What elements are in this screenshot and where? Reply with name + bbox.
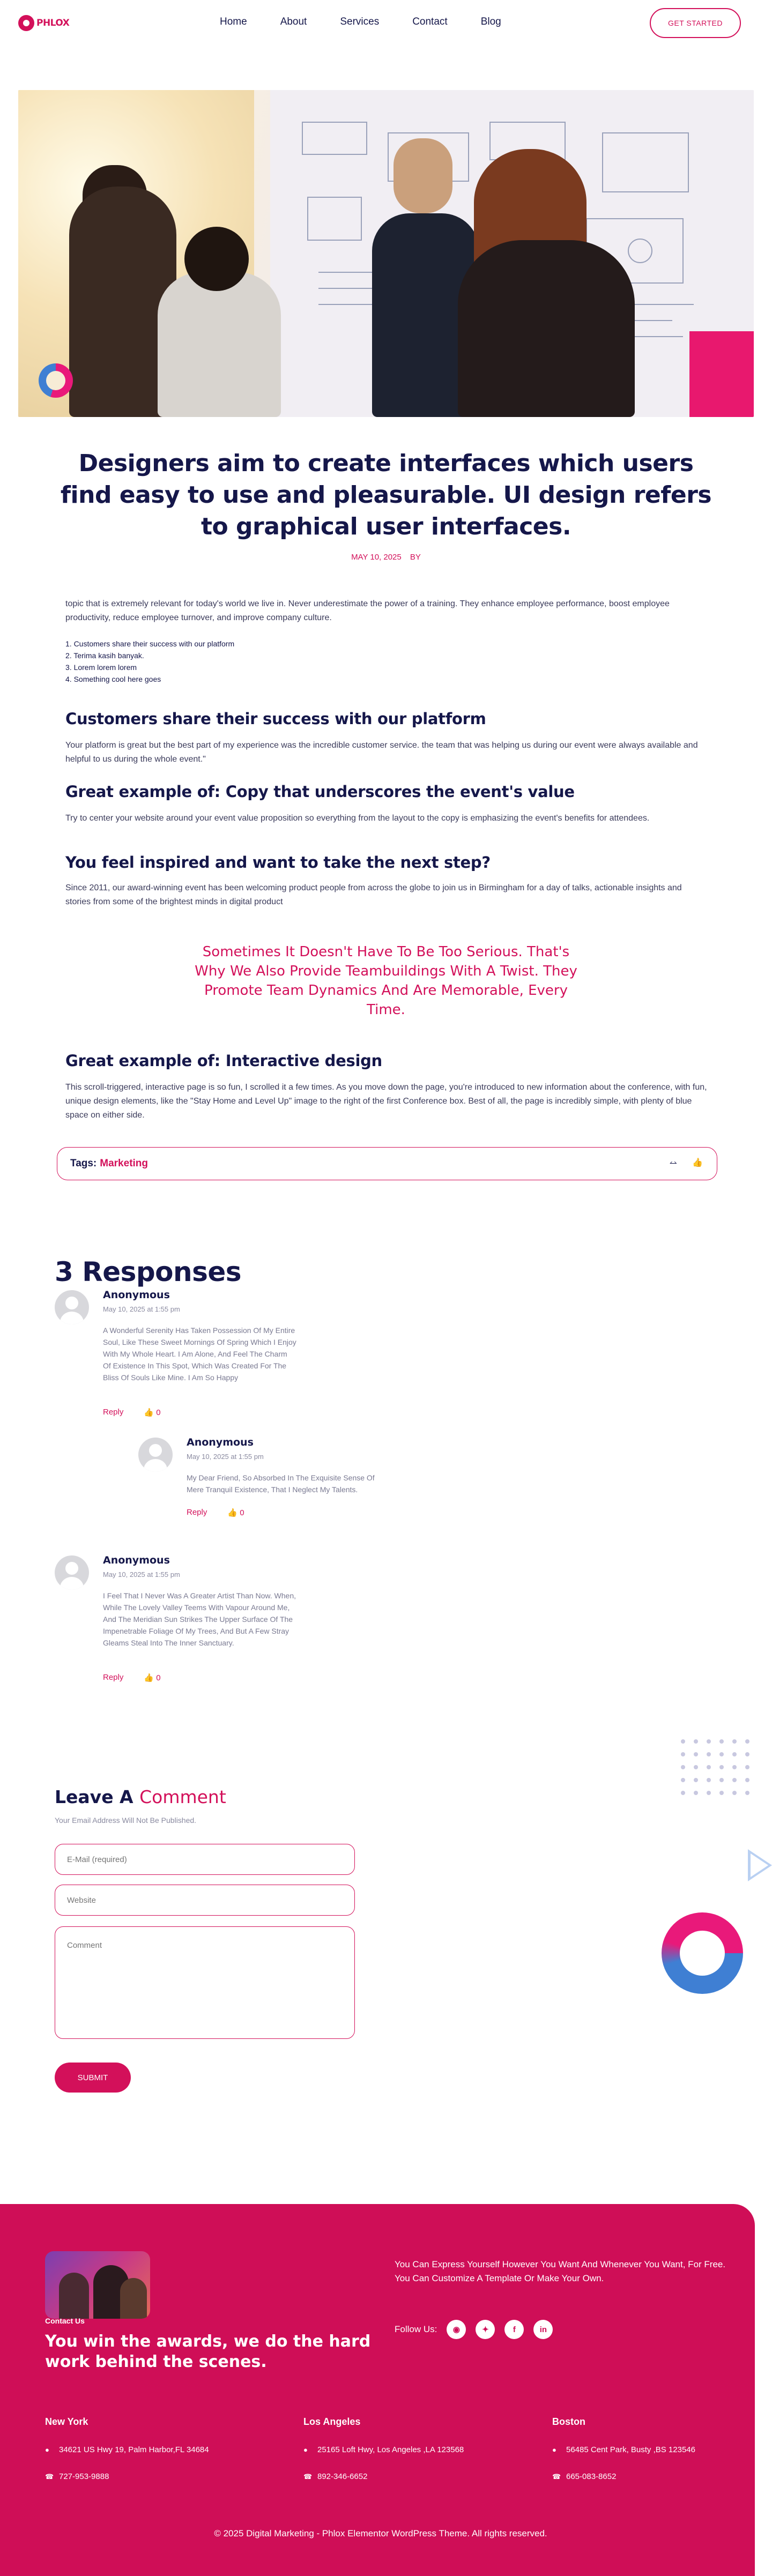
office-address: 25165 Loft Hwy, Los Angeles ,LA 123568 xyxy=(317,2445,464,2454)
leave-comment-heading: Leave A Comment xyxy=(55,1786,226,1807)
logo-text: PHLOX xyxy=(36,18,70,28)
comment-actions xyxy=(103,1408,161,1417)
section-heading: Great example of: Copy that underscores the event's value xyxy=(65,783,575,801)
office-city: Boston xyxy=(552,2416,585,2427)
post-meta xyxy=(0,553,772,562)
get-started-button[interactable]: GET STARTED xyxy=(650,8,741,38)
section-body: Try to center your website around your event value proposition so everything from the layout to the copy is emphasizing the event's benefits for attendees. xyxy=(65,814,650,823)
post-list xyxy=(65,638,709,685)
share-icon[interactable]: ⥎ xyxy=(669,1157,677,1168)
instagram-icon[interactable]: ◉ xyxy=(447,2320,466,2339)
main-menu xyxy=(220,16,501,28)
comment-text: A Wonderful Serenity Has Taken Possession Of My Entire Soul, Like These Sweet Mornings Of Spring Which I Enjoy With My Whole Heart. I Am Alone, And Feel The Charm Of Existence In This Spot, Which Was Created For The Bliss Of Souls Like Mine. I Am So Happy xyxy=(103,1326,296,1382)
brand-logo[interactable] xyxy=(18,15,69,31)
office-los-angeles xyxy=(303,2416,464,2497)
facebook-icon[interactable]: f xyxy=(504,2320,524,2339)
avatar xyxy=(55,1555,89,1590)
email-field[interactable] xyxy=(55,1844,355,1875)
comment-field[interactable] xyxy=(55,1926,355,2039)
like-button[interactable] xyxy=(144,1673,160,1682)
decorative-ring-icon xyxy=(662,1912,743,1994)
avatar xyxy=(138,1438,173,1472)
footer-team-image xyxy=(45,2251,150,2319)
site-footer xyxy=(0,2204,755,2576)
post-title: Designers aim to create interfaces which users find easy to use and pleasurable. UI design refers to graphical user interfaces. xyxy=(60,450,712,540)
location-pin-icon: ● xyxy=(45,2446,49,2454)
section-heading: Great example of: Interactive design xyxy=(65,1052,382,1070)
copyright-text: © 2025 Digital Marketing - Phlox Elementor WordPress Theme. All rights reserved. xyxy=(214,2528,547,2538)
office-address: 34621 US Hwy 19, Palm Harbor,FL 34684 xyxy=(59,2445,209,2454)
reply-link[interactable]: Reply xyxy=(103,1673,124,1682)
nav-home[interactable]: Home xyxy=(220,16,247,27)
comment-author: Anonymous xyxy=(187,1436,254,1448)
decorative-dots xyxy=(681,1739,752,1797)
tag-link[interactable]: Marketing xyxy=(100,1158,149,1169)
pull-quote: Sometimes It Doesn't Have To Be Too Serious. That's Why We Also Provide Teambuildings With A Twist. They Promote Team Dynamics And Are Memorable, Every Time. xyxy=(195,944,577,1018)
leave-comment-subtitle: Your Email Address Will Not Be Published. xyxy=(55,1816,197,1825)
like-button[interactable] xyxy=(227,1508,244,1517)
comment-date: May 10, 2025 at 1:55 pm xyxy=(103,1305,180,1313)
post-date: MAY 10, 2025 xyxy=(351,553,402,562)
thumbs-up-icon: 👍 xyxy=(144,1408,154,1417)
follow-us xyxy=(395,2320,553,2339)
nav-contact[interactable]: Contact xyxy=(412,16,448,27)
comment-date: May 10, 2025 at 1:55 pm xyxy=(187,1453,264,1461)
section-heading: You feel inspired and want to take the next step? xyxy=(65,853,491,872)
post-body xyxy=(65,597,709,906)
thumbs-up-icon: 👍 xyxy=(144,1673,154,1682)
like-count: 0 xyxy=(156,1673,161,1682)
comment-author: Anonymous xyxy=(103,1289,170,1301)
nav-about[interactable]: About xyxy=(280,16,307,27)
logo-mark-icon xyxy=(18,15,34,31)
list-item: 2. Terima kasih banyak. xyxy=(65,651,144,660)
section-heading: Customers share their success with our platform xyxy=(65,710,486,728)
location-pin-icon: ● xyxy=(552,2446,556,2454)
section-body: Your platform is great but the best part of my experience was the incredible customer service. the team that was helping us during our event were always available and helpful to us during the whole event." xyxy=(65,741,698,764)
list-item: 3. Lorem lorem lorem xyxy=(65,663,137,672)
office-address: 56485 Cent Park, Busty ,BS 123546 xyxy=(566,2445,695,2454)
comment-date: May 10, 2025 at 1:55 pm xyxy=(103,1570,180,1579)
comment-author: Anonymous xyxy=(103,1554,170,1566)
phone-icon: ☎ xyxy=(303,2473,313,2481)
like-count: 0 xyxy=(240,1508,244,1517)
office-phone[interactable]: 892-346-6652 xyxy=(317,2472,368,2481)
office-new-york xyxy=(45,2416,209,2497)
comment-text: My Dear Friend, So Absorbed In The Exquisite Sense Of Mere Tranquil Existence, That I Neglect My Talents. xyxy=(187,1473,375,1494)
website-field[interactable] xyxy=(55,1885,355,1916)
decorative-ring-icon xyxy=(39,363,73,398)
decorative-triangle-icon xyxy=(748,1849,772,1881)
comment-actions xyxy=(103,1673,161,1682)
like-icon[interactable]: 👍 xyxy=(692,1158,703,1167)
contact-us-link[interactable]: Contact Us xyxy=(45,2317,85,2325)
post-author-label[interactable]: BY xyxy=(410,553,421,562)
avatar xyxy=(55,1290,89,1324)
list-item: 4. Something cool here goes xyxy=(65,675,161,683)
office-phone[interactable]: 665-083-8652 xyxy=(566,2472,617,2481)
tags-label: Tags: xyxy=(70,1158,97,1169)
twitter-icon[interactable]: ✦ xyxy=(476,2320,495,2339)
reply-link[interactable]: Reply xyxy=(187,1508,207,1517)
hero-image xyxy=(18,90,754,417)
responses-heading: 3 Responses xyxy=(55,1256,242,1287)
office-city: New York xyxy=(45,2416,88,2427)
section-body: This scroll-triggered, interactive page is so fun, I scrolled it a few times. As you move down the page, you're introduced to new information about the conference, with fun, unique design elements, like the "Stay Home and Level Up" image to the right of the first Conference box. Best of all, the page is incredibly simple, with plenty of blue space on either side. xyxy=(65,1083,707,1120)
office-phone[interactable]: 727-953-9888 xyxy=(59,2472,109,2481)
top-navigation xyxy=(0,0,772,46)
comment-text: I Feel That I Never Was A Greater Artist Than Now. When, While The Lovely Valley Teems With Vapour Around Me, And The Meridian Sun Strikes The Upper Surface Of The Impenetrable Foliage Of My Trees, And But A Few Stray Gleams Steal Into The Inner Sanctuary. xyxy=(103,1591,296,1647)
section-body: Since 2011, our award-winning event has been welcoming product people from across the globe to join us in Birmingham for a day of talks, actionable insights and stories from some of the brightest minds in digital product xyxy=(65,883,682,906)
like-count: 0 xyxy=(156,1408,161,1417)
follow-label: Follow Us: xyxy=(395,2324,437,2334)
office-city: Los Angeles xyxy=(303,2416,361,2427)
thumbs-up-icon: 👍 xyxy=(227,1508,238,1517)
nav-blog[interactable]: Blog xyxy=(480,16,501,27)
nav-services[interactable]: Services xyxy=(340,16,380,27)
submit-button[interactable]: SUBMIT xyxy=(55,2063,131,2093)
phone-icon: ☎ xyxy=(45,2473,54,2481)
list-item: 1. Customers share their success with our platform xyxy=(65,639,235,648)
footer-description: You Can Express Yourself However You Want And Whenever You Want, For Free. You Can Customize A Template Or Make Your Own. xyxy=(395,2259,726,2283)
tags-bar xyxy=(57,1147,717,1180)
linkedin-icon[interactable]: in xyxy=(533,2320,553,2339)
footer-headline: You win the awards, we do the hard work behind the scenes. xyxy=(45,2332,371,2371)
reply-link[interactable]: Reply xyxy=(103,1408,124,1417)
office-boston xyxy=(552,2416,713,2497)
location-pin-icon: ● xyxy=(303,2446,308,2454)
post-intro: topic that is extremely relevant for today's world we live in. Never underestimate the power of a training. They enhance employee performance, boost employee productivity, reduce employee turnover, and improve company culture. xyxy=(65,599,670,622)
comment-actions xyxy=(187,1508,244,1517)
like-button[interactable] xyxy=(144,1408,160,1417)
phone-icon: ☎ xyxy=(552,2473,561,2481)
